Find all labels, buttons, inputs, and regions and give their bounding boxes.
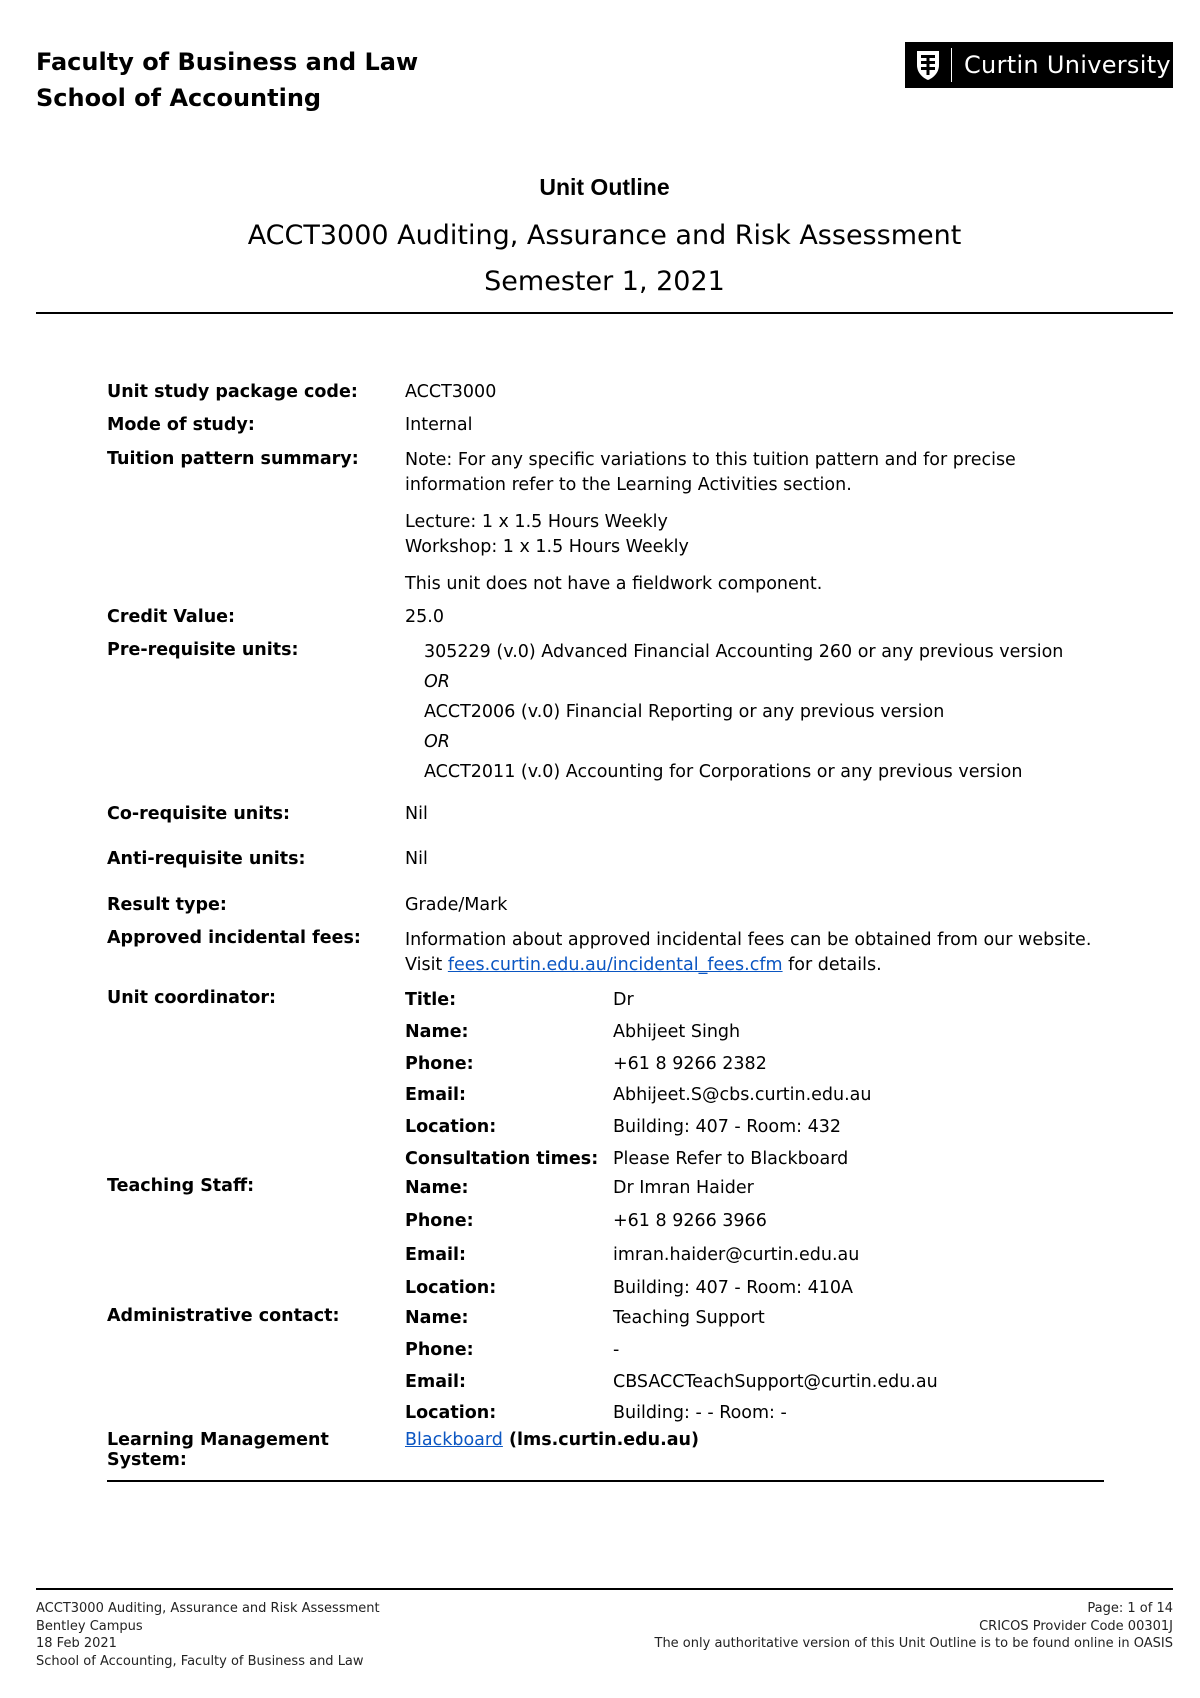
info-label: Learning Management System: [107,1430,329,1470]
staff-details [405,1176,1104,1306]
logo-separator [951,48,952,82]
detail-key: Name: [405,1178,469,1198]
detail-value: Building: 407 - Room: 432 [613,1117,841,1138]
prerequisite-unit: ACCT2006 (v.0) Financial Reporting or any previous version [424,702,945,722]
fees-visit-line [405,953,1104,978]
info-label: Pre-requisite units: [107,640,299,660]
detail-key: Phone: [405,1339,474,1360]
info-value: Internal [405,415,473,435]
curtin-logo [905,42,1173,88]
info-row-package-code [107,382,1104,415]
footer-unit: ACCT3000 Auditing, Assurance and Risk Assessment [36,1601,380,1616]
footer-campus: Bentley Campus [36,1618,143,1634]
prerequisite-unit: ACCT2011 (v.0) Accounting for Corporations or any previous version [424,762,1023,782]
detail-value: Dr Imran Haider [613,1178,754,1198]
title-divider [36,312,1173,314]
tuition-workshop: Workshop: 1 x 1.5 Hours Weekly [405,537,689,557]
detail-key: Location: [405,1117,497,1138]
info-value: ACCT3000 [405,382,497,402]
logo-text: Curtin University [964,51,1171,79]
fees-after: for details. [782,955,882,975]
info-label: Unit study package code: [107,382,358,402]
footer-school: School of Accounting, Faculty of Business and Law [36,1653,364,1669]
faculty-header [36,44,418,116]
detail-value: imran.haider@curtin.edu.au [613,1244,860,1265]
detail-value: Abhijeet.S@cbs.curtin.edu.au [613,1085,872,1106]
info-row-fees [107,928,1104,988]
prerequisite-list [405,637,1104,804]
detail-value: Please Refer to Blackboard [613,1149,849,1170]
school-name: School of Accounting [36,84,322,112]
shield-crest-icon [915,49,941,81]
tuition-note: Note: For any specific variations to this tuition pattern and for precise information refer to the Learning Activities section. [405,450,1016,495]
fees-visit: Visit [405,955,448,975]
faculty-name: Faculty of Business and Law [36,48,419,76]
detail-value: Teaching Support [613,1308,765,1328]
info-row-credit [107,607,1104,640]
info-row-coordinator [107,988,1104,1176]
authoritative-note: The only authoritative version of this Unit Outline is to be found online in OASIS [654,1636,1173,1651]
footer-right [655,1600,1174,1653]
tuition-fieldwork: This unit does not have a fieldwork component. [405,574,823,594]
info-row-antirequisites [107,849,1104,895]
detail-value: +61 8 9266 2382 [613,1053,767,1074]
blackboard-link[interactable]: Blackboard [405,1430,503,1450]
detail-value: +61 8 9266 3966 [613,1211,767,1232]
info-row-admin-contact [107,1306,1104,1430]
detail-key: Email: [405,1244,466,1265]
lms-url: (lms.curtin.edu.au) [502,1430,699,1450]
detail-value: Abhijeet Singh [613,1021,741,1042]
info-value: Nil [405,804,428,824]
tuition-lecture: Lecture: 1 x 1.5 Hours Weekly [405,512,668,532]
prerequisite-unit: 305229 (v.0) Advanced Financial Accounting 260 or any previous version [424,642,1064,662]
coordinator-details [405,988,1104,1176]
detail-key: Phone: [405,1053,474,1074]
info-value [405,1430,1104,1470]
info-label: Teaching Staff: [107,1176,255,1196]
cricos-code: CRICOS Provider Code 00301J [979,1618,1173,1634]
info-label: Anti-requisite units: [107,849,306,869]
info-value [405,449,1104,607]
detail-key: Email: [405,1371,466,1392]
info-label: Mode of study: [107,415,255,435]
info-label: Approved incidental fees: [107,928,361,948]
detail-key: Location: [405,1277,497,1298]
info-row-result-type [107,895,1104,928]
footer-date: 18 Feb 2021 [36,1636,117,1651]
semester-title: Semester 1, 2021 [484,266,725,297]
detail-key: Email: [405,1085,466,1106]
info-row-corequisites [107,804,1104,849]
footer-divider [36,1588,1173,1590]
info-row-prerequisites [107,640,1104,804]
page-number: Page: 1 of 14 [1087,1601,1173,1616]
info-value: 25.0 [405,607,444,627]
prerequisite-or: OR [424,672,450,692]
footer-left [36,1600,380,1670]
detail-value: Building: - - Room: - [613,1403,787,1424]
fees-info: Information about approved incidental fees can be obtained from our website. [405,930,1092,950]
detail-value: Dr [613,990,634,1010]
info-label: Unit coordinator: [107,988,276,1008]
info-row-teaching-staff [107,1176,1104,1306]
unit-info-table [107,382,1104,1482]
detail-key: Consultation times: [405,1149,599,1170]
info-table-divider [107,1480,1104,1482]
detail-key: Phone: [405,1211,474,1232]
info-value [405,928,1104,988]
info-label: Credit Value: [107,607,236,627]
info-row-tuition [107,449,1104,607]
info-value: Grade/Mark [405,895,508,915]
detail-value: Building: 407 - Room: 410A [613,1277,853,1298]
detail-key: Location: [405,1403,497,1424]
fees-link[interactable]: fees.curtin.edu.au/incidental_fees.cfm [447,955,783,975]
info-row-mode [107,415,1104,449]
unit-title: ACCT3000 Auditing, Assurance and Risk Assessment [247,220,962,251]
info-label: Tuition pattern summary: [107,449,359,469]
detail-key: Name: [405,1021,469,1042]
prerequisite-or: OR [424,732,450,752]
info-label: Co-requisite units: [107,804,291,824]
admin-details [405,1306,1104,1430]
unit-outline-heading: Unit Outline [539,174,670,200]
detail-value: CBSACCTeachSupport@curtin.edu.au [613,1371,938,1392]
detail-key: Name: [405,1308,469,1328]
detail-key: Title: [405,990,457,1010]
info-label: Result type: [107,895,227,915]
detail-value: - [613,1339,620,1360]
info-row-lms [107,1430,1104,1470]
info-value: Nil [405,849,428,869]
info-label: Administrative contact: [107,1306,340,1326]
